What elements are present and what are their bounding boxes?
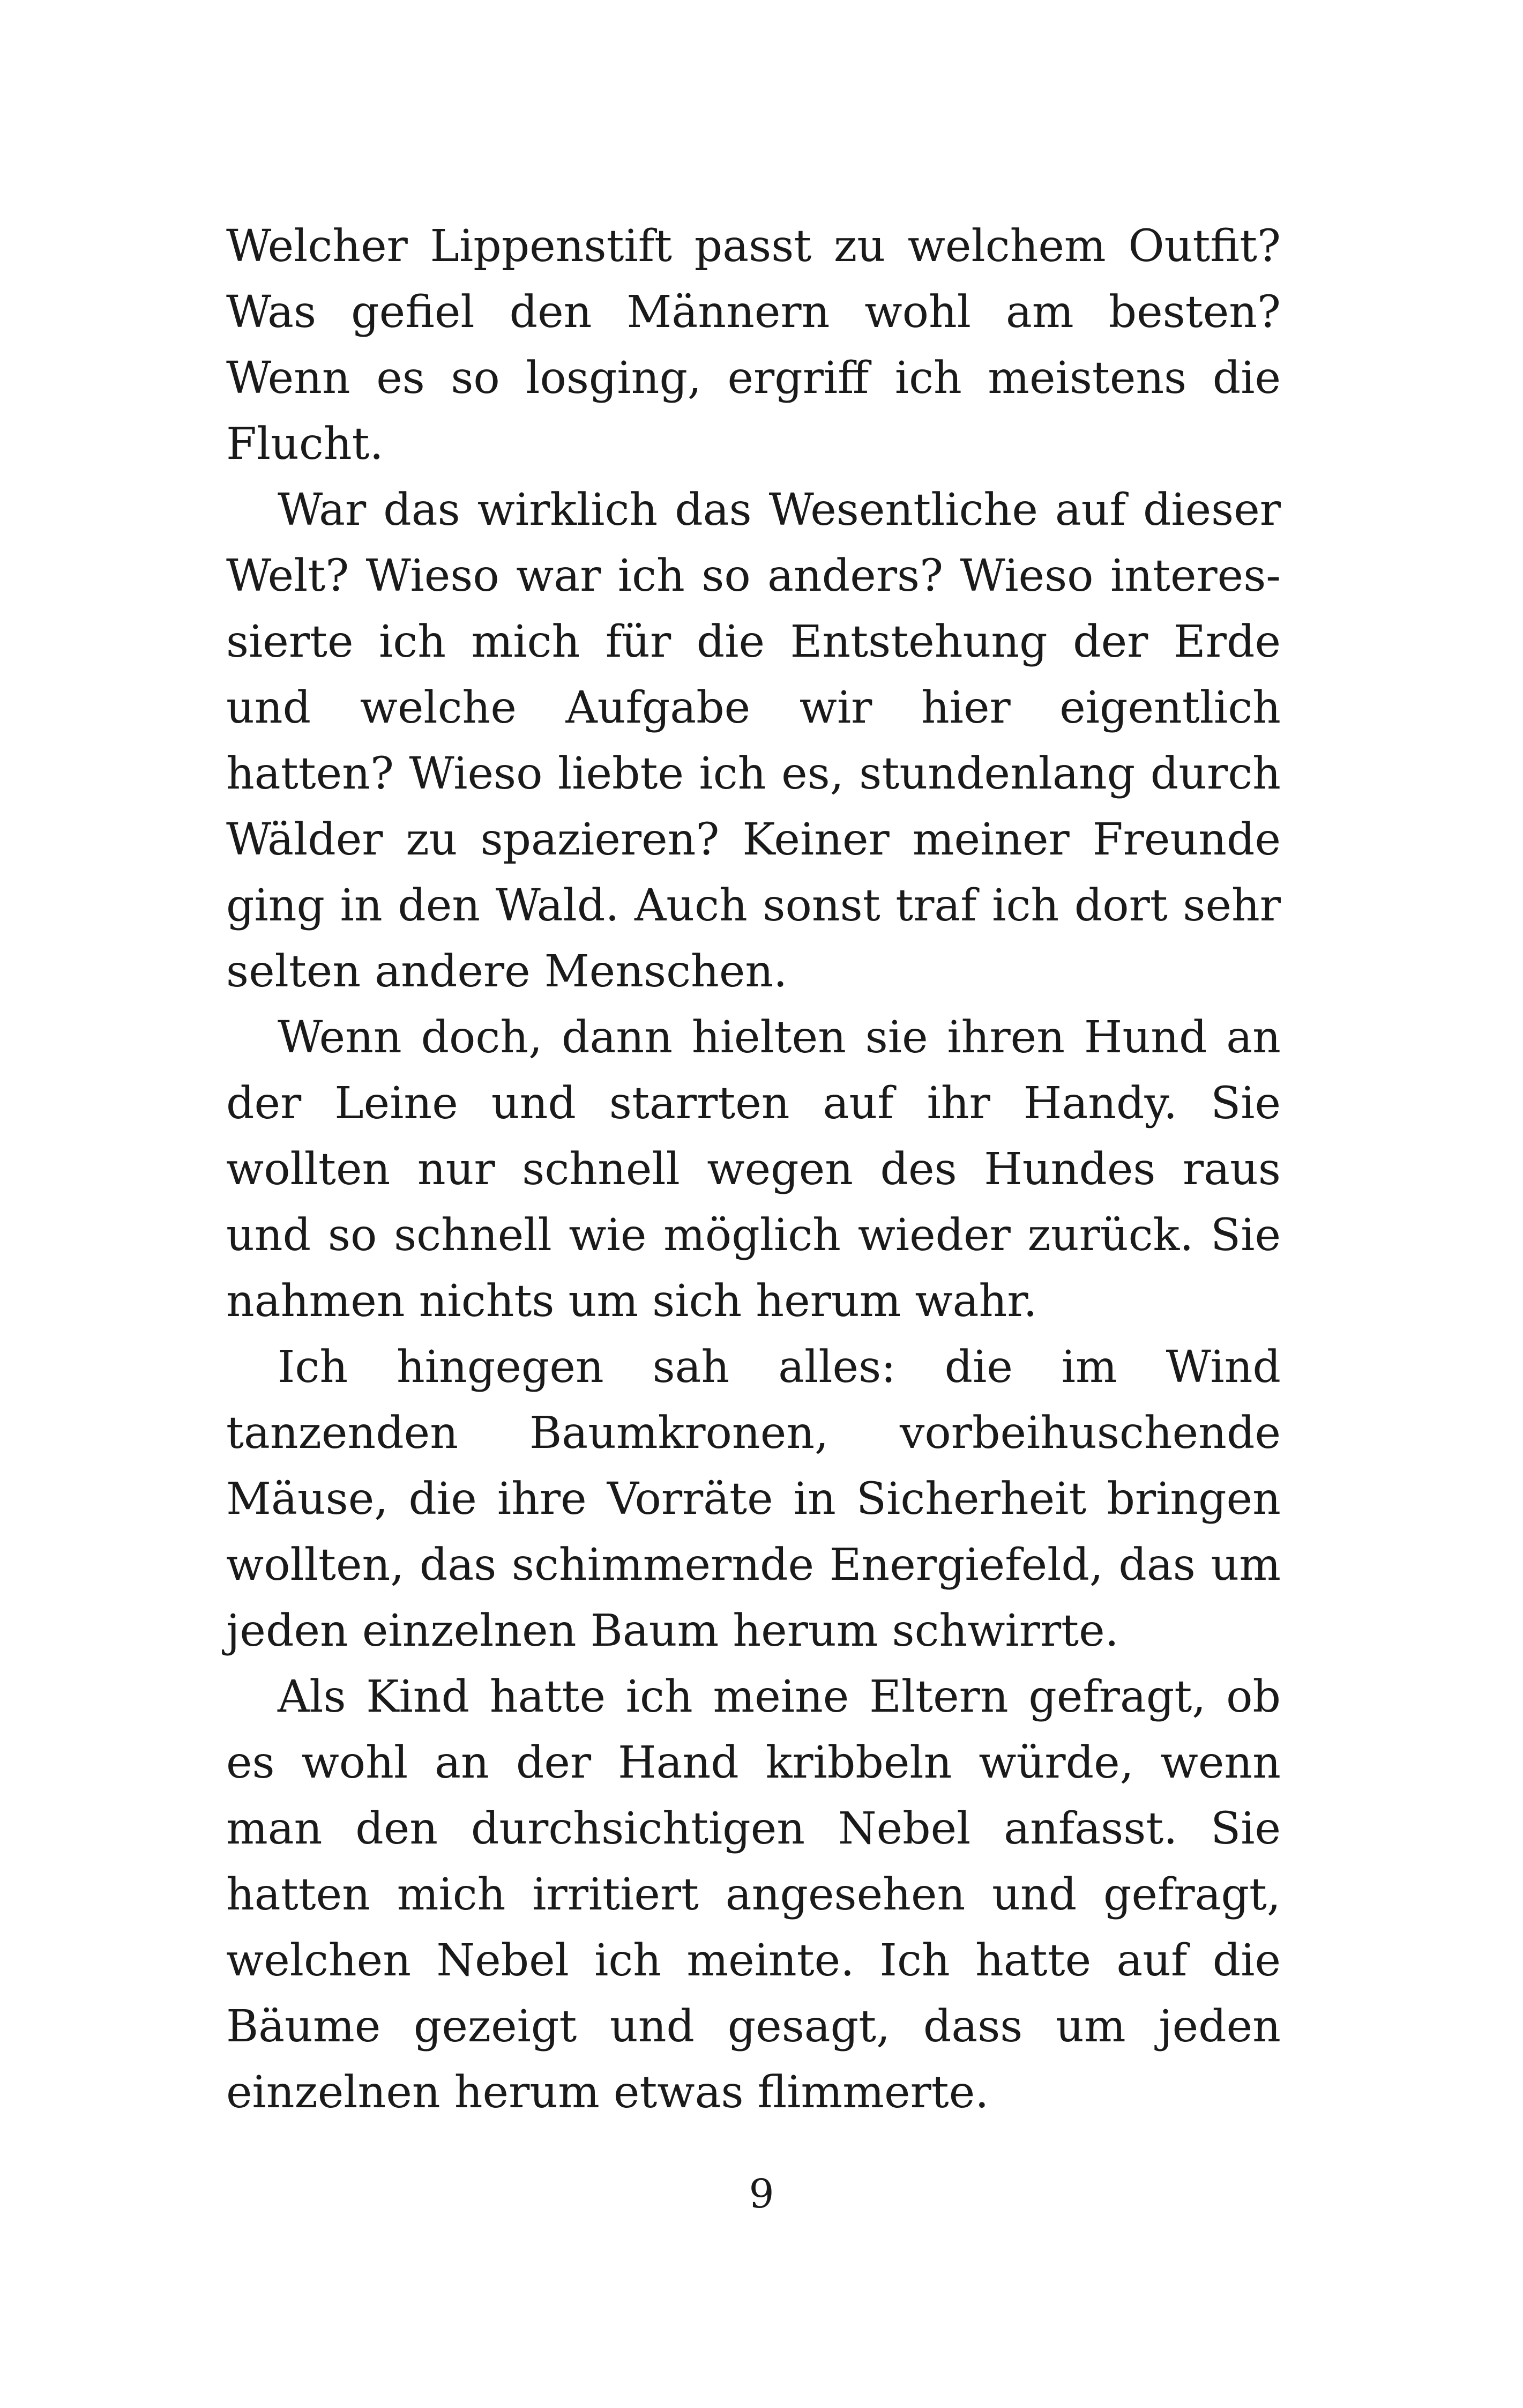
- paragraph-3: Wenn doch, dann hielten sie ihren Hund an der Leine und starrten auf ihr Handy. Sie wollten nur schnell wegen des Hundes raus und so schnell wie möglich wieder zurück. Sie nahmen nichts um sich herum wahr.: [226, 1012, 1281, 1327]
- paragraph-1: Welcher Lippenstift passt zu welchem Outfit? Was gefiel den Männern wohl am besten? Wenn es so losging, ergriff ich meistens die Flucht.: [226, 221, 1281, 470]
- body-text: [226, 213, 1281, 2125]
- paragraph-4: Ich hingegen sah alles: die im Wind tanzenden Baumkronen, vorbeihuschende Mäuse, die ihre Vorräte in Sicherheit bringen wollten, das schimmernde Energiefeld, das um jeden einzelnen Baum herum schwirrte.: [226, 1342, 1281, 1656]
- paragraph-2: War das wirklich das Wesentliche auf dieser Welt? Wieso war ich so anders? Wieso interessierte ich mich für die Entstehung der Erde und welche Aufgabe wir hier eigentlich hatten? Wieso liebte ich es, stundenlang durch Wälder zu spazieren? Keiner meiner Freunde ging in den Wald. Auch sonst traf ich dort sehr selten andere Menschen.: [226, 485, 1281, 997]
- page-number: 9: [749, 2171, 774, 2217]
- paragraph-5: Als Kind hatte ich meine Eltern gefragt, ob es wohl an der Hand kribbeln würde, wenn man den durchsichtigen Nebel anfasst. Sie hatten mich irritiert angesehen und gefragt, welchen Nebel ich meinte. Ich hatte auf die Bäume gezeigt und gesagt, dass um jeden einzelnen herum etwas flimmerte.: [226, 1671, 1281, 2118]
